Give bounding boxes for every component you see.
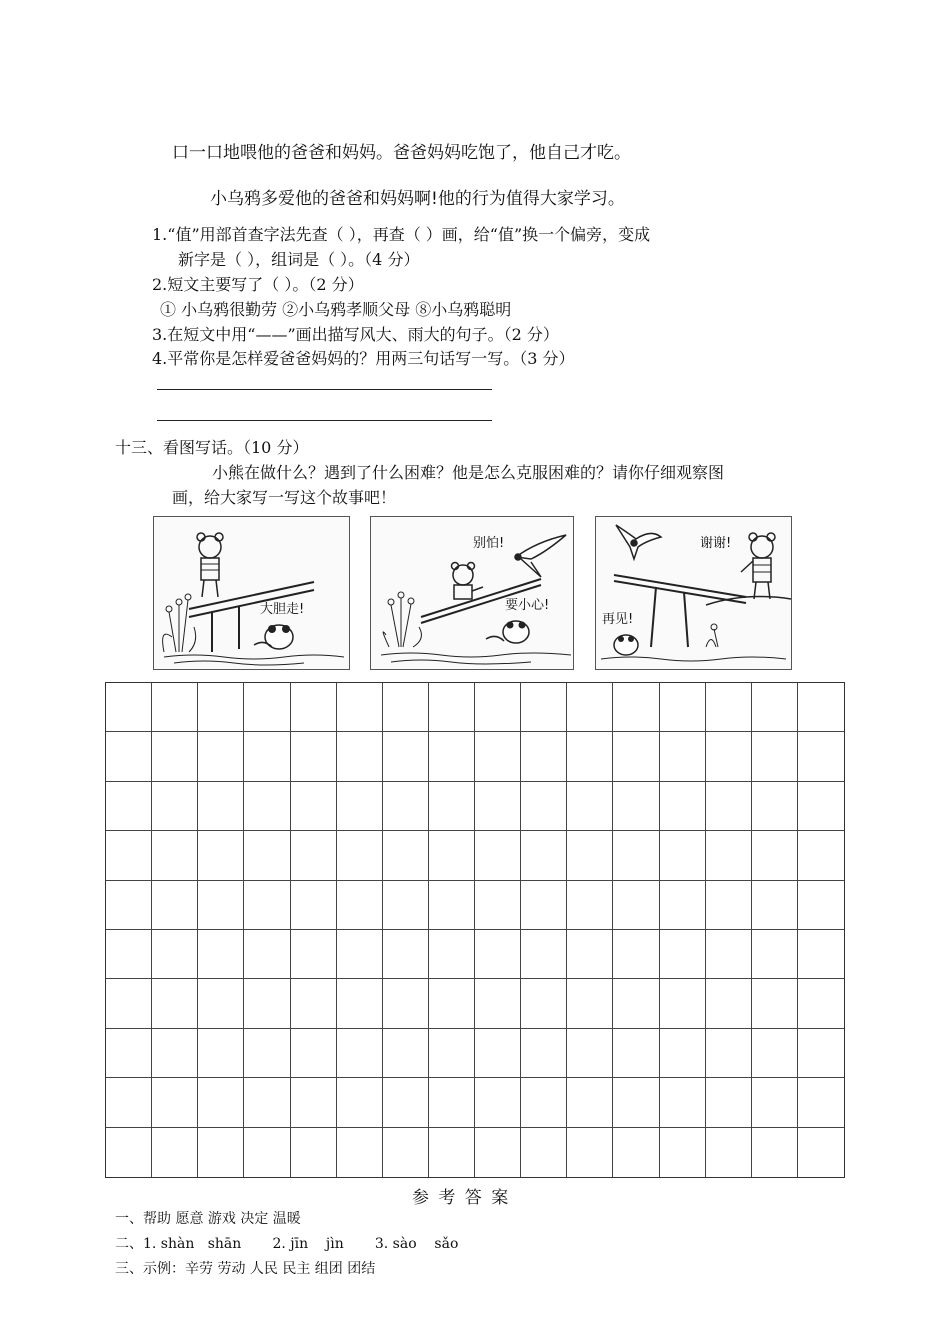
grid-cell[interactable] bbox=[567, 732, 613, 781]
answer-line-2[interactable] bbox=[157, 420, 492, 421]
grid-cell[interactable] bbox=[752, 683, 798, 732]
grid-cell[interactable] bbox=[198, 1078, 244, 1127]
grid-cell[interactable] bbox=[706, 732, 752, 781]
answer-1: 一、帮助 愿意 游戏 决定 温暖 bbox=[115, 1211, 301, 1227]
grid-cell[interactable] bbox=[337, 782, 383, 831]
grid-cell[interactable] bbox=[198, 1029, 244, 1078]
grid-cell[interactable] bbox=[521, 683, 567, 732]
grid-cell[interactable] bbox=[798, 1128, 844, 1177]
grid-cell[interactable] bbox=[567, 683, 613, 732]
grid-cell[interactable] bbox=[198, 930, 244, 979]
grid-cell[interactable] bbox=[291, 782, 337, 831]
grid-cell[interactable] bbox=[383, 831, 429, 880]
grid-cell[interactable] bbox=[660, 1078, 706, 1127]
grid-cell[interactable] bbox=[337, 881, 383, 930]
grid-cell[interactable] bbox=[567, 831, 613, 880]
grid-cell[interactable] bbox=[291, 1078, 337, 1127]
grid-cell[interactable] bbox=[752, 831, 798, 880]
grid-cell[interactable] bbox=[291, 1128, 337, 1177]
grid-cell[interactable] bbox=[429, 979, 475, 1028]
grid-cell[interactable] bbox=[152, 732, 198, 781]
bear-icon bbox=[197, 533, 223, 597]
grid-cell[interactable] bbox=[475, 782, 521, 831]
grid-cell[interactable] bbox=[337, 1128, 383, 1177]
picture-3-speech-2: 再见! bbox=[602, 612, 634, 627]
grid-cell[interactable] bbox=[660, 881, 706, 930]
picture-2-speech-2: 要小心! bbox=[505, 598, 550, 613]
grid-cell[interactable] bbox=[383, 979, 429, 1028]
grid-cell[interactable] bbox=[152, 930, 198, 979]
bear-icon bbox=[452, 563, 484, 600]
question-2: 2.短文主要写了（ ）。（2 分） bbox=[152, 275, 364, 294]
grid-cell[interactable] bbox=[798, 782, 844, 831]
grid-cell[interactable] bbox=[291, 831, 337, 880]
grid-cell[interactable] bbox=[752, 930, 798, 979]
grid-cell[interactable] bbox=[613, 930, 659, 979]
grid-cell[interactable] bbox=[567, 782, 613, 831]
grid-cell[interactable] bbox=[521, 930, 567, 979]
grid-cell[interactable] bbox=[752, 782, 798, 831]
question-1-line-1: 1.“值”用部首查字法先查（ ），再查（ ）画，给“值”换一个偏旁，变成 bbox=[152, 225, 651, 244]
grid-cell[interactable] bbox=[567, 1078, 613, 1127]
grid-cell[interactable] bbox=[752, 732, 798, 781]
picture-1-bear-on-bridge bbox=[153, 516, 350, 670]
grid-cell[interactable] bbox=[706, 683, 752, 732]
bird-icon bbox=[515, 535, 566, 577]
grid-cell[interactable] bbox=[106, 881, 152, 930]
grid-cell[interactable] bbox=[383, 782, 429, 831]
grid-cell[interactable] bbox=[152, 881, 198, 930]
grid-cell[interactable] bbox=[106, 979, 152, 1028]
grid-cell[interactable] bbox=[383, 1128, 429, 1177]
grid-cell[interactable] bbox=[152, 1128, 198, 1177]
grid-cell[interactable] bbox=[244, 732, 290, 781]
grid-cell[interactable] bbox=[198, 732, 244, 781]
grid-cell[interactable] bbox=[152, 1029, 198, 1078]
grid-cell[interactable] bbox=[244, 1029, 290, 1078]
grid-cell[interactable] bbox=[521, 1078, 567, 1127]
grid-cell[interactable] bbox=[613, 683, 659, 732]
grid-cell[interactable] bbox=[429, 1078, 475, 1127]
grid-cell[interactable] bbox=[798, 732, 844, 781]
grid-cell[interactable] bbox=[521, 782, 567, 831]
grid-cell[interactable] bbox=[660, 831, 706, 880]
grid-cell[interactable] bbox=[152, 1078, 198, 1127]
grid-cell[interactable] bbox=[244, 683, 290, 732]
grid-cell[interactable] bbox=[429, 1029, 475, 1078]
grid-cell[interactable] bbox=[475, 1078, 521, 1127]
grid-cell[interactable] bbox=[198, 881, 244, 930]
grid-cell[interactable] bbox=[613, 1029, 659, 1078]
grid-cell[interactable] bbox=[475, 930, 521, 979]
grid-cell[interactable] bbox=[337, 732, 383, 781]
grid-cell[interactable] bbox=[521, 1029, 567, 1078]
grid-cell[interactable] bbox=[798, 1078, 844, 1127]
grid-cell[interactable] bbox=[244, 1128, 290, 1177]
grid-cell[interactable] bbox=[521, 881, 567, 930]
grid-cell[interactable] bbox=[383, 881, 429, 930]
question-2-options: ① 小乌鸦很勤劳 ②小乌鸦孝顺父母 ⑧小乌鸦聪明 bbox=[160, 300, 512, 319]
grid-cell[interactable] bbox=[429, 831, 475, 880]
grid-cell[interactable] bbox=[706, 831, 752, 880]
grid-cell[interactable] bbox=[613, 1078, 659, 1127]
grid-cell[interactable] bbox=[660, 683, 706, 732]
passage-line-2: 小乌鸦多爱他的爸爸和妈妈啊!他的行为值得大家学习。 bbox=[210, 189, 625, 209]
grid-cell[interactable] bbox=[291, 683, 337, 732]
grid-cell[interactable] bbox=[567, 1128, 613, 1177]
grid-cell[interactable] bbox=[706, 782, 752, 831]
panda-icon bbox=[254, 625, 293, 649]
grid-cell[interactable] bbox=[798, 683, 844, 732]
panda-icon bbox=[486, 621, 529, 643]
grid-cell[interactable] bbox=[798, 979, 844, 1028]
grid-cell[interactable] bbox=[337, 831, 383, 880]
panda-icon bbox=[614, 635, 638, 655]
grid-cell[interactable] bbox=[613, 979, 659, 1028]
grid-cell[interactable] bbox=[106, 1128, 152, 1177]
grid-cell[interactable] bbox=[291, 930, 337, 979]
grid-cell[interactable] bbox=[706, 930, 752, 979]
section-13-heading: 十三、看图写话。（10 分） bbox=[115, 438, 309, 457]
grid-cell[interactable] bbox=[475, 1029, 521, 1078]
grid-cell[interactable] bbox=[475, 831, 521, 880]
grid-cell[interactable] bbox=[475, 683, 521, 732]
grid-cell[interactable] bbox=[706, 1128, 752, 1177]
grid-cell[interactable] bbox=[244, 930, 290, 979]
grid-cell[interactable] bbox=[706, 881, 752, 930]
grid-cell[interactable] bbox=[567, 930, 613, 979]
grid-cell[interactable] bbox=[198, 683, 244, 732]
question-1-line-2: 新字是（ ），组词是（ ）。（4 分） bbox=[178, 250, 420, 269]
grid-cell[interactable] bbox=[383, 683, 429, 732]
section-13-prompt-line-2: 画，给大家写一写这个故事吧！ bbox=[172, 488, 397, 507]
picture-3-speech-1: 谢谢! bbox=[700, 536, 732, 551]
question-3: 3.在短文中用“——”画出描写风大、雨大的句子。（2 分） bbox=[152, 325, 559, 344]
question-4: 4.平常你是怎样爱爸爸妈妈的？用两三句话写一写。（3 分） bbox=[152, 349, 575, 368]
answer-2: 二、1. shàn shān 2. jīn jìn 3. sào sǎo bbox=[115, 1236, 459, 1252]
grid-cell[interactable] bbox=[613, 782, 659, 831]
grid-cell[interactable] bbox=[660, 782, 706, 831]
grid-cell[interactable] bbox=[613, 1128, 659, 1177]
grid-cell[interactable] bbox=[337, 930, 383, 979]
grid-cell[interactable] bbox=[337, 979, 383, 1028]
passage-line-1: 口一口地喂他的爸爸和妈妈。爸爸妈妈吃饱了，他自己才吃。 bbox=[172, 143, 631, 163]
grid-cell[interactable] bbox=[106, 831, 152, 880]
grid-cell[interactable] bbox=[383, 1029, 429, 1078]
grid-cell[interactable] bbox=[752, 1029, 798, 1078]
grid-cell[interactable] bbox=[706, 1029, 752, 1078]
grid-cell[interactable] bbox=[429, 782, 475, 831]
grid-cell[interactable] bbox=[660, 930, 706, 979]
grid-cell[interactable] bbox=[198, 782, 244, 831]
grid-cell[interactable] bbox=[383, 930, 429, 979]
grid-cell[interactable] bbox=[752, 1128, 798, 1177]
grid-cell[interactable] bbox=[152, 683, 198, 732]
grid-cell[interactable] bbox=[706, 979, 752, 1028]
grid-cell[interactable] bbox=[706, 1078, 752, 1127]
grid-cell[interactable] bbox=[752, 979, 798, 1028]
grid-cell[interactable] bbox=[152, 979, 198, 1028]
picture-2-bird-helps-bear bbox=[370, 516, 574, 670]
grid-cell[interactable] bbox=[106, 683, 152, 732]
grid-cell[interactable] bbox=[752, 1078, 798, 1127]
grid-cell[interactable] bbox=[383, 1078, 429, 1127]
answer-3: 三、示例：辛劳 劳动 人民 民主 组团 团结 bbox=[115, 1261, 376, 1277]
grid-cell[interactable] bbox=[106, 732, 152, 781]
grid-cell[interactable] bbox=[337, 1078, 383, 1127]
grid-cell[interactable] bbox=[613, 881, 659, 930]
grid-cell[interactable] bbox=[244, 979, 290, 1028]
grid-cell[interactable] bbox=[798, 930, 844, 979]
grid-cell[interactable] bbox=[198, 1128, 244, 1177]
grid-cell[interactable] bbox=[660, 1029, 706, 1078]
grid-cell[interactable] bbox=[475, 881, 521, 930]
grid-cell[interactable] bbox=[521, 831, 567, 880]
bear-icon bbox=[741, 533, 775, 599]
grid-cell[interactable] bbox=[198, 979, 244, 1028]
grid-cell[interactable] bbox=[244, 782, 290, 831]
grid-cell[interactable] bbox=[198, 831, 244, 880]
grid-cell[interactable] bbox=[429, 881, 475, 930]
picture-1-speech: 大胆走! bbox=[260, 602, 305, 617]
picture-2-speech-1: 别怕! bbox=[473, 536, 505, 551]
grid-cell[interactable] bbox=[660, 1128, 706, 1177]
grid-cell[interactable] bbox=[567, 881, 613, 930]
grid-cell[interactable] bbox=[798, 831, 844, 880]
grid-cell[interactable] bbox=[475, 1128, 521, 1177]
grid-cell[interactable] bbox=[660, 979, 706, 1028]
grid-cell[interactable] bbox=[567, 979, 613, 1028]
grid-cell[interactable] bbox=[152, 782, 198, 831]
grid-cell[interactable] bbox=[291, 881, 337, 930]
grid-cell[interactable] bbox=[567, 1029, 613, 1078]
grid-cell[interactable] bbox=[521, 1128, 567, 1177]
grid-cell[interactable] bbox=[244, 1078, 290, 1127]
grid-cell[interactable] bbox=[429, 683, 475, 732]
grid-cell[interactable] bbox=[521, 979, 567, 1028]
grid-cell[interactable] bbox=[613, 732, 659, 781]
grid-cell[interactable] bbox=[660, 732, 706, 781]
grid-cell[interactable] bbox=[475, 732, 521, 781]
answers-title: 参 考 答 案 bbox=[412, 1188, 511, 1208]
grid-cell[interactable] bbox=[244, 881, 290, 930]
grid-cell[interactable] bbox=[291, 979, 337, 1028]
grid-cell[interactable] bbox=[106, 1078, 152, 1127]
grid-cell[interactable] bbox=[475, 979, 521, 1028]
grid-cell[interactable] bbox=[291, 732, 337, 781]
grid-cell[interactable] bbox=[383, 732, 429, 781]
grid-cell[interactable] bbox=[152, 831, 198, 880]
answer-line-1[interactable] bbox=[157, 389, 492, 390]
grid-cell[interactable] bbox=[798, 881, 844, 930]
section-13-prompt-line-1: 小熊在做什么？遇到了什么困难？他是怎么克服困难的？请你仔细观察图 bbox=[212, 463, 725, 482]
grid-cell[interactable] bbox=[291, 1029, 337, 1078]
grid-cell[interactable] bbox=[106, 782, 152, 831]
grid-cell[interactable] bbox=[798, 1029, 844, 1078]
grid-cell[interactable] bbox=[106, 1029, 152, 1078]
picture-3-bear-crossed bbox=[595, 516, 792, 670]
writing-grid[interactable] bbox=[105, 682, 845, 1178]
grid-cell[interactable] bbox=[244, 831, 290, 880]
grid-cell[interactable] bbox=[337, 683, 383, 732]
grid-cell[interactable] bbox=[613, 831, 659, 880]
grid-cell[interactable] bbox=[337, 1029, 383, 1078]
grid-cell[interactable] bbox=[429, 930, 475, 979]
grid-cell[interactable] bbox=[752, 881, 798, 930]
grid-cell[interactable] bbox=[106, 930, 152, 979]
bird-icon bbox=[616, 525, 661, 559]
grid-cell[interactable] bbox=[429, 1128, 475, 1177]
grid-cell[interactable] bbox=[429, 732, 475, 781]
grid-cell[interactable] bbox=[521, 732, 567, 781]
